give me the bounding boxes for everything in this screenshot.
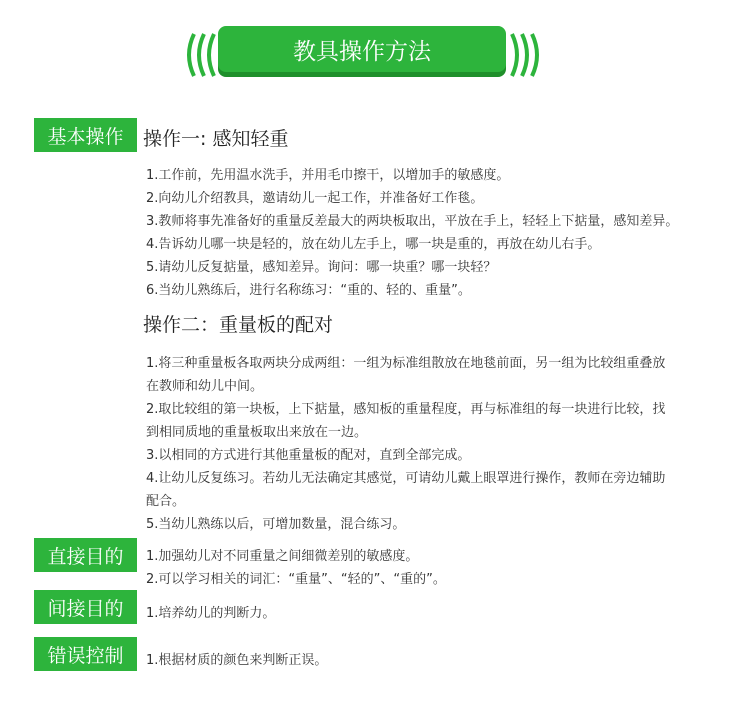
direct-purpose-line: 1.加强幼儿对不同重量之间细微差别的敏感度。 xyxy=(146,549,419,564)
op2-line: 配合。 xyxy=(146,494,186,509)
title-banner xyxy=(0,24,750,84)
op2-line: 在教师和幼儿中间。 xyxy=(146,379,264,394)
page-title: 教具操作方法 xyxy=(218,26,506,72)
section-label-error-control: 错误控制 xyxy=(34,637,137,671)
op1-heading: 操作一: 感知轻重 xyxy=(143,128,289,150)
op2-line: 4.让幼儿反复练习。若幼儿无法确定其感觉，可请幼儿戴上眼罩进行操作，教师在旁边辅助 xyxy=(146,471,666,486)
left-bracket-decoration xyxy=(182,30,218,80)
op2-line: 3.以相同的方式进行其他重量板的配对，直到全部完成。 xyxy=(146,448,471,463)
op1-line: 2.向幼儿介绍教具，邀请幼儿一起工作，并准备好工作毯。 xyxy=(146,191,484,206)
indirect-purpose-line: 1.培养幼儿的判断力。 xyxy=(146,606,276,621)
op1-line: 6.当幼儿熟练后，进行名称练习：“重的、轻的、重量”。 xyxy=(146,283,471,298)
right-bracket-decoration xyxy=(508,30,544,80)
op1-line: 1.工作前，先用温水洗手，并用毛巾擦干，以增加手的敏感度。 xyxy=(146,168,510,183)
op1-line: 3.教师将事先准备好的重量反差最大的两块板取出，平放在手上，轻轻上下掂量，感知差异。 xyxy=(146,214,679,229)
section-label-basic: 基本操作 xyxy=(34,118,137,152)
section-label-direct-purpose: 直接目的 xyxy=(34,538,137,572)
op1-line: 5.请幼儿反复掂量，感知差异。询问：哪一块重？哪一块轻？ xyxy=(146,260,497,275)
op2-line: 到相同质地的重量板取出来放在一边。 xyxy=(146,425,368,440)
error-control-line: 1.根据材质的颜色来判断正误。 xyxy=(146,653,328,668)
op2-line: 2.取比较组的第一块板，上下掂量，感知板的重量程度，再与标准组的每一块进行比较，找 xyxy=(146,402,666,417)
op1-line: 4.告诉幼儿哪一块是轻的，放在幼儿左手上，哪一块是重的，再放在幼儿右手。 xyxy=(146,237,601,252)
op2-line: 1.将三种重量板各取两块分成两组：一组为标准组散放在地毯前面，另一组为比较组重叠放 xyxy=(146,356,666,371)
op2-line: 5.当幼儿熟练以后，可增加数量，混合练习。 xyxy=(146,517,406,532)
direct-purpose-line: 2.可以学习相关的词汇：“重量”、“轻的”、“重的”。 xyxy=(146,572,446,587)
op2-heading: 操作二：重量板的配对 xyxy=(143,314,334,336)
section-label-indirect-purpose: 间接目的 xyxy=(34,590,137,624)
